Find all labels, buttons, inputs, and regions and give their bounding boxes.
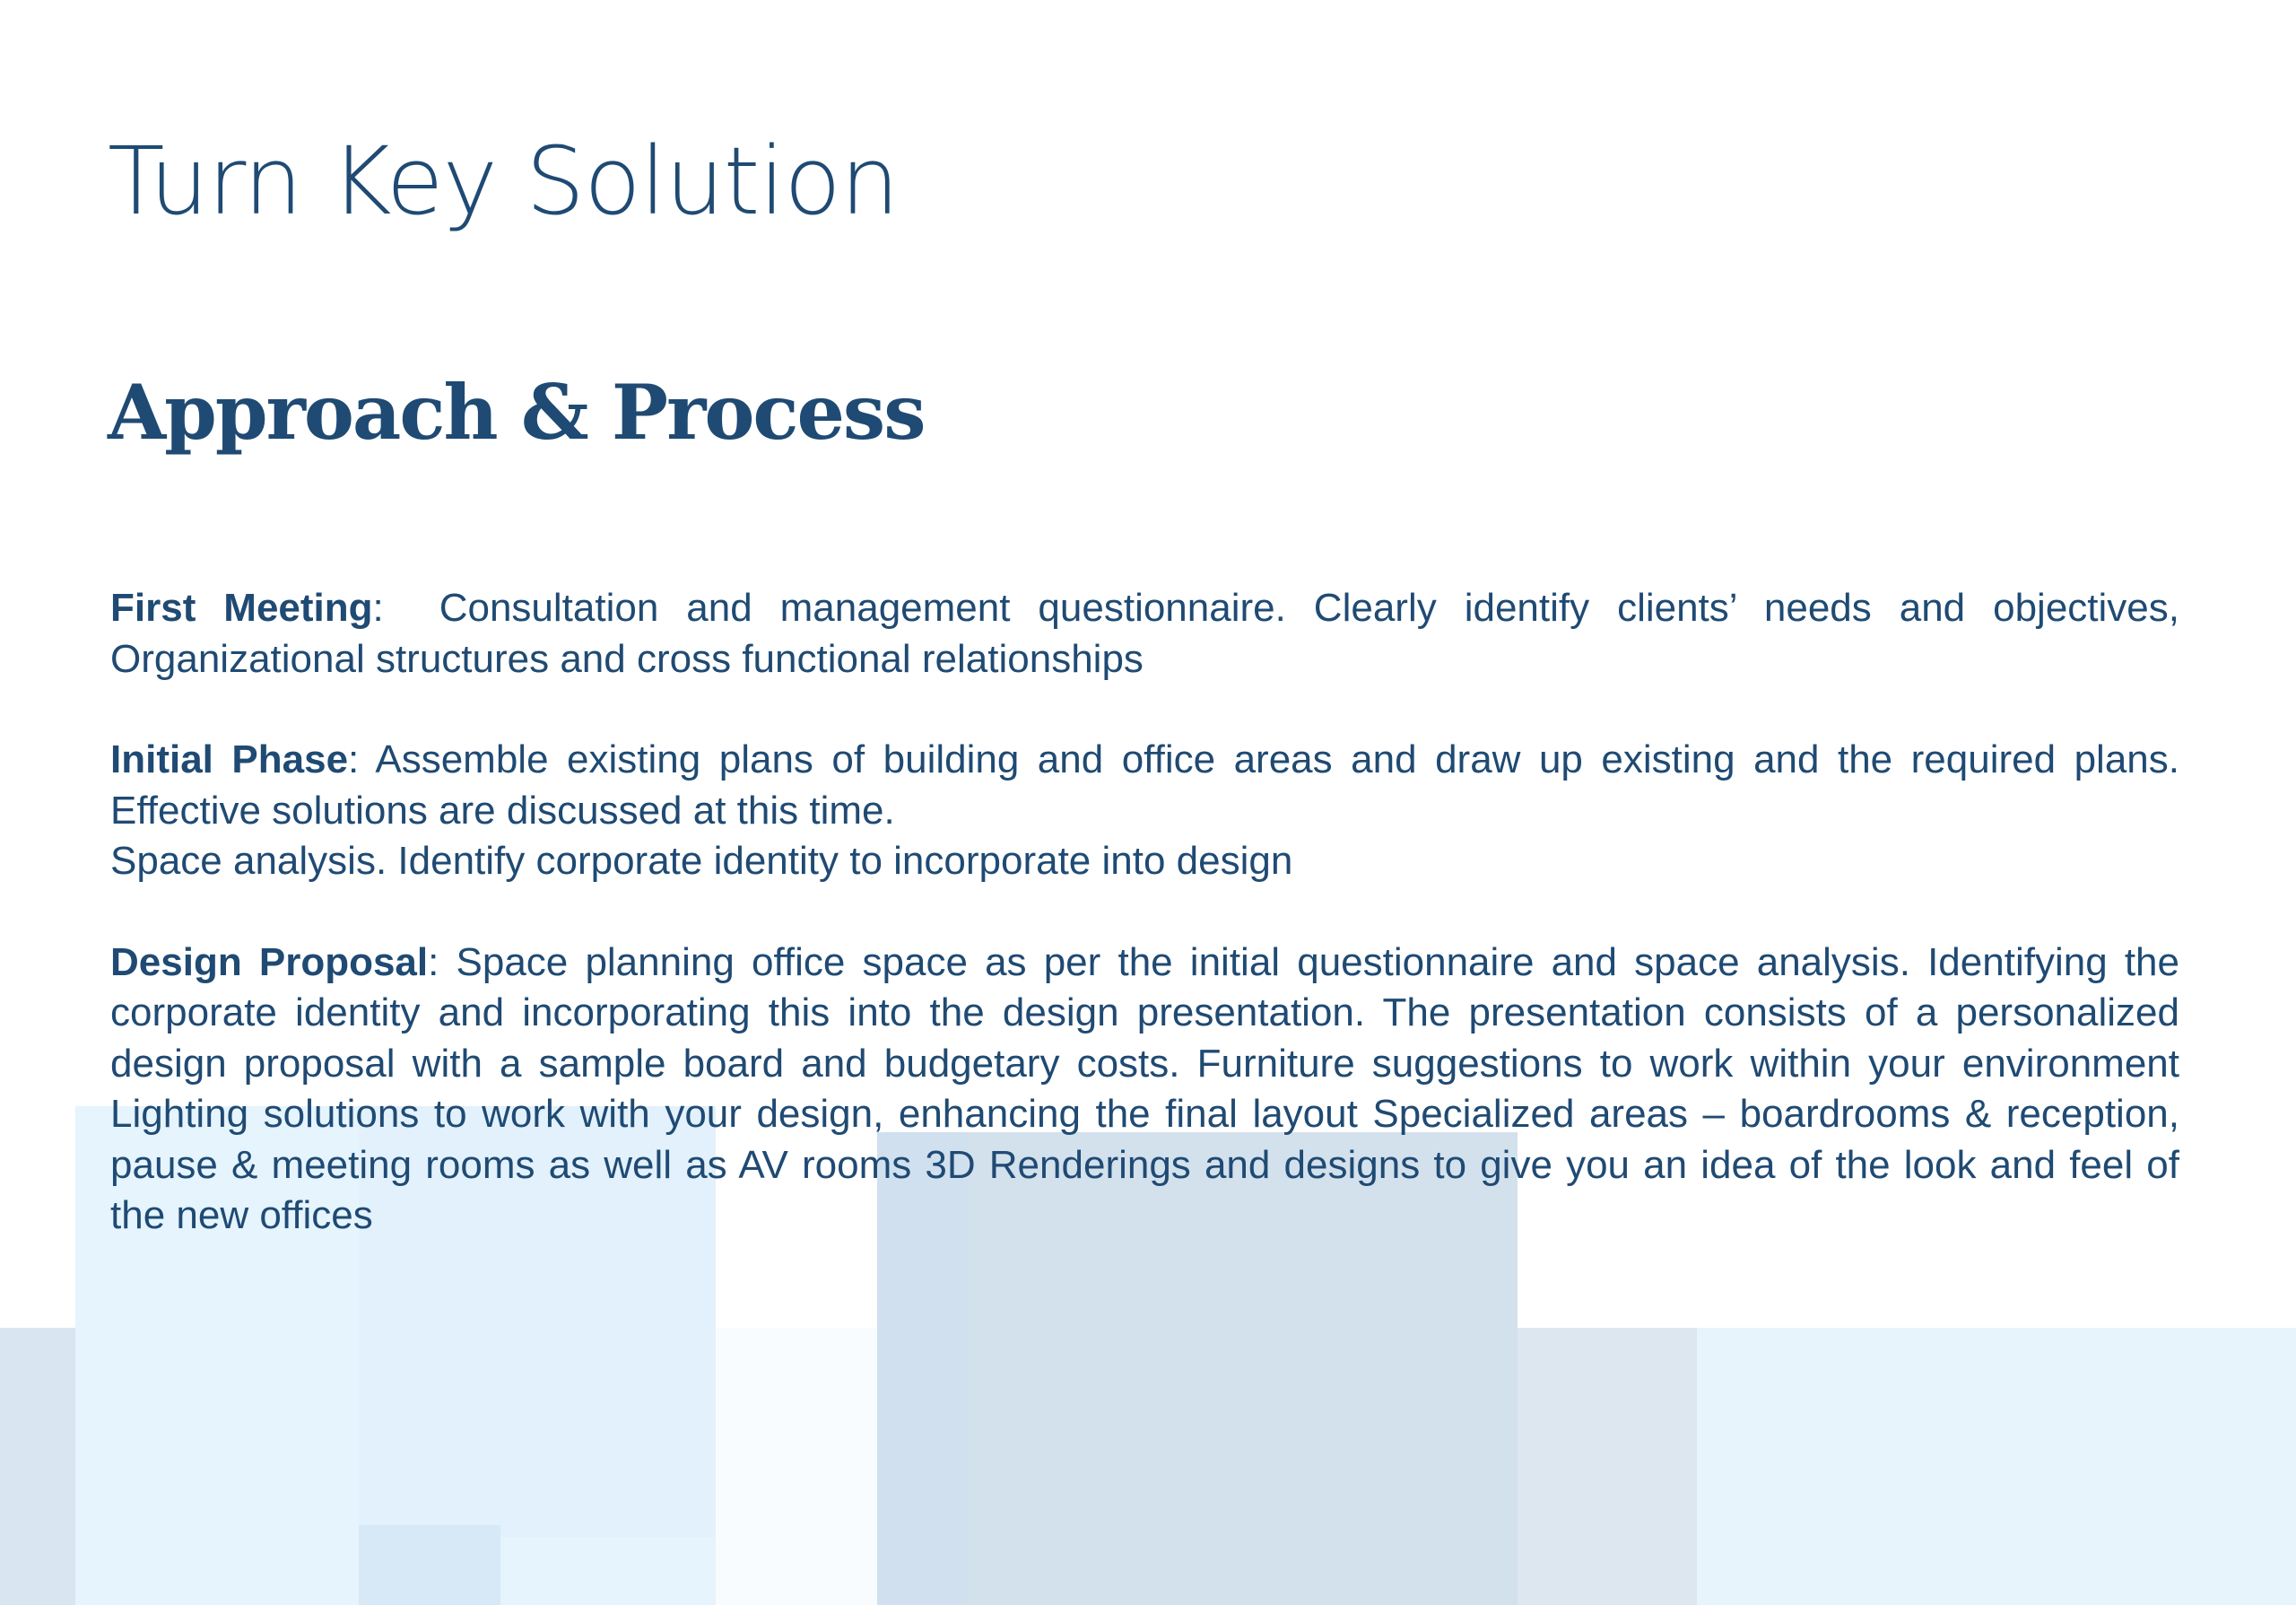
section-text: Space planning office space as per the initial questionnaire and space analysis. Identifying the corporate identity and incorporating this into the design presentation. The presentation consists of a personalized design proposal with a sample board and budgetary costs. Furniture suggestions to work within your environment Lighting solutions to work with your design, enhancing the final layout Specialized areas – boardrooms & reception, pause & meeting rooms as well as AV rooms 3D Renderings and designs to give you an idea of the look and feel of the new offices [110,939,2179,1237]
section-text: Consultation and management questionnaire. Clearly identify clients’ needs and objectives, Organizational structures and cross functional relationships [110,586,2179,681]
section-extra-text: Space analysis. Identify corporate identity to incorporate into design [110,839,1293,883]
section-first-meeting [110,583,2179,685]
slide-title: Turn Key Solution [108,126,899,236]
section-separator: : [372,586,439,630]
section-label: Initial Phase [110,737,349,781]
section-separator: : [348,737,376,781]
section-initial-phase [110,735,2179,887]
section-text: Assemble existing plans of building and office areas and draw up existing and the required plans. Effective solutions are discussed at this time. [110,737,2179,833]
section-separator: : [428,939,457,984]
section-label: First Meeting [110,586,373,630]
body-text [110,583,2179,1292]
section-design-proposal [110,938,2179,1242]
section-label: Design Proposal [110,939,429,984]
slide-subtitle: Approach & Process [108,368,925,457]
